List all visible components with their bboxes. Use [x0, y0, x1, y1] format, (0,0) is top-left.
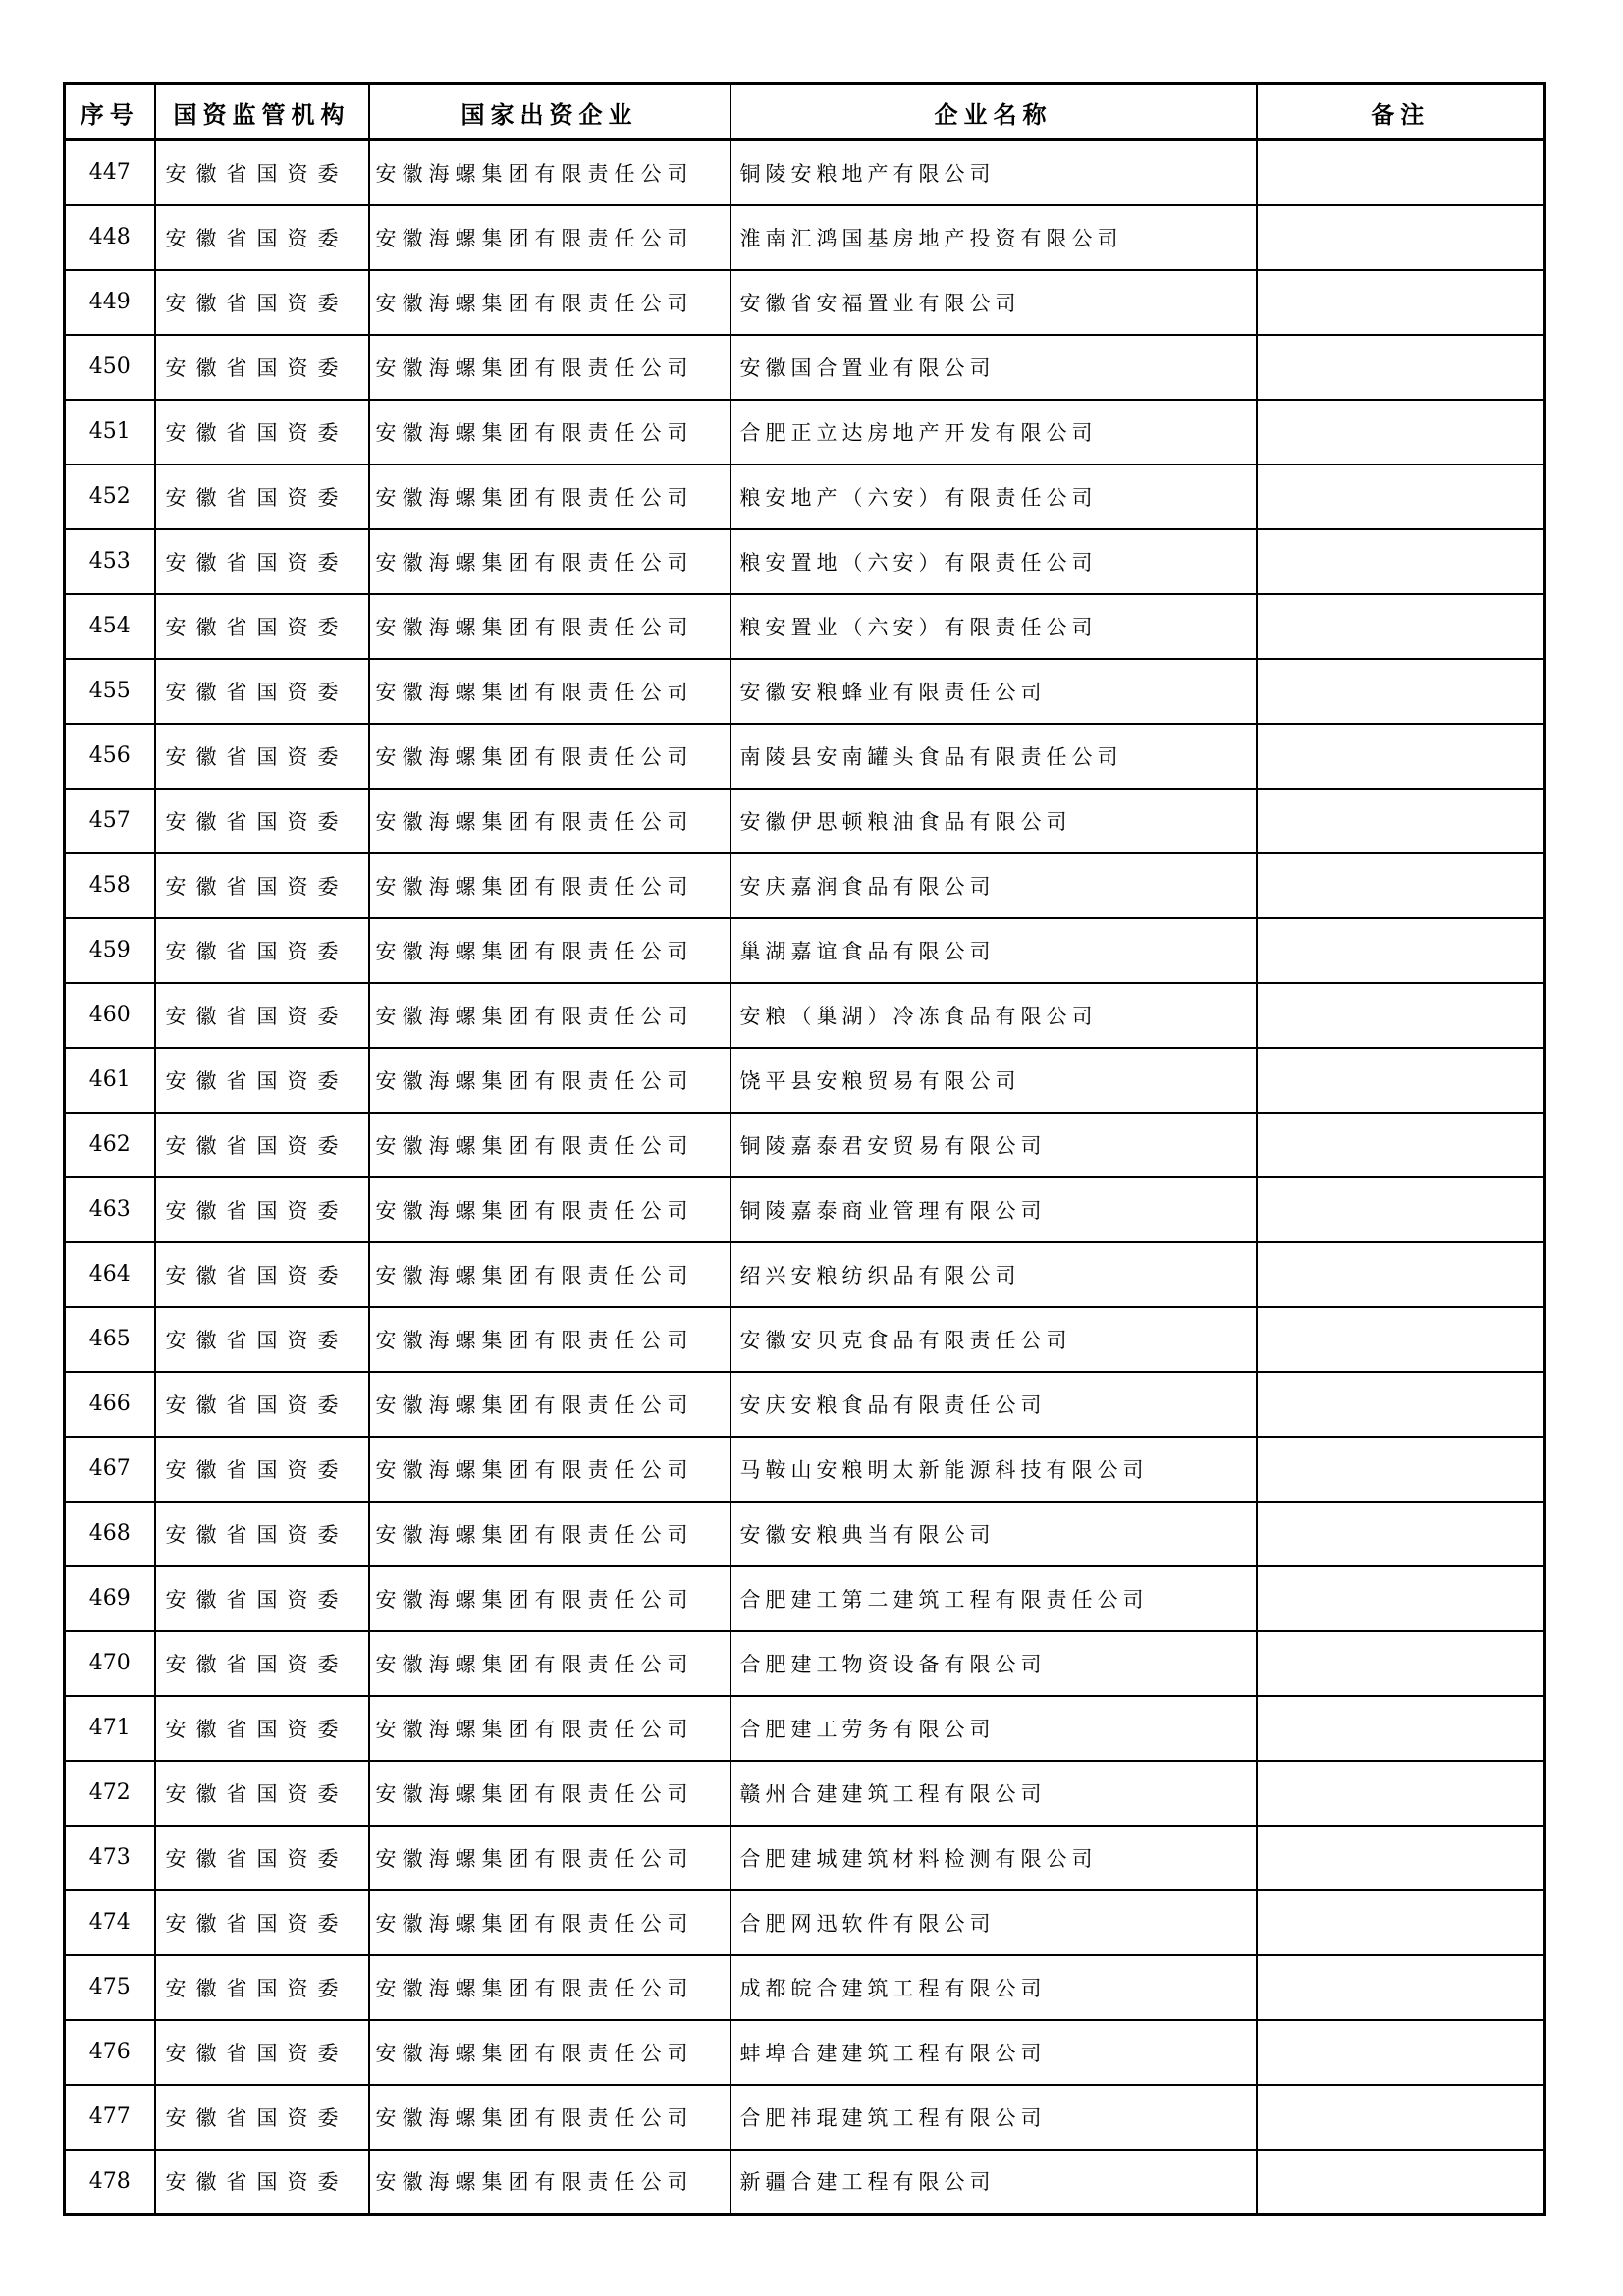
cell-enterprise-name: 马鞍山安粮明太新能源科技有限公司: [730, 1437, 1257, 1502]
cell-serial: 455: [65, 659, 155, 724]
cell-serial: 477: [65, 2085, 155, 2150]
cell-remark: [1257, 140, 1545, 205]
cell-enterprise-name: 合肥正立达房地产开发有限公司: [730, 400, 1257, 465]
cell-remark: [1257, 270, 1545, 335]
cell-enterprise-name: 绍兴安粮纺织品有限公司: [730, 1242, 1257, 1307]
cell-regulator: 安徽省国资委: [155, 1437, 369, 1502]
cell-parent-enterprise: 安徽海螺集团有限责任公司: [369, 1113, 730, 1177]
cell-enterprise-name: 安徽安贝克食品有限责任公司: [730, 1307, 1257, 1372]
table-row: [65, 205, 1545, 270]
table-row: [65, 1372, 1545, 1437]
cell-remark: [1257, 1566, 1545, 1631]
cell-remark: [1257, 1502, 1545, 1566]
cell-serial: 474: [65, 1890, 155, 1955]
cell-remark: [1257, 1437, 1545, 1502]
cell-serial: 472: [65, 1761, 155, 1826]
cell-regulator: 安徽省国资委: [155, 1955, 369, 2020]
table-row: [65, 1307, 1545, 1372]
cell-regulator: 安徽省国资委: [155, 1307, 369, 1372]
table-row: [65, 400, 1545, 465]
table-row: [65, 983, 1545, 1048]
cell-remark: [1257, 594, 1545, 659]
cell-parent-enterprise: 安徽海螺集团有限责任公司: [369, 2085, 730, 2150]
cell-enterprise-name: 安徽安粮蜂业有限责任公司: [730, 659, 1257, 724]
cell-serial: 467: [65, 1437, 155, 1502]
cell-parent-enterprise: 安徽海螺集团有限责任公司: [369, 983, 730, 1048]
cell-remark: [1257, 335, 1545, 400]
cell-remark: [1257, 1955, 1545, 2020]
cell-parent-enterprise: 安徽海螺集团有限责任公司: [369, 335, 730, 400]
cell-regulator: 安徽省国资委: [155, 1696, 369, 1761]
cell-serial: 457: [65, 789, 155, 853]
cell-serial: 458: [65, 853, 155, 918]
cell-remark: [1257, 1631, 1545, 1696]
cell-serial: 460: [65, 983, 155, 1048]
cell-serial: 471: [65, 1696, 155, 1761]
cell-parent-enterprise: 安徽海螺集团有限责任公司: [369, 205, 730, 270]
cell-serial: 451: [65, 400, 155, 465]
cell-regulator: 安徽省国资委: [155, 1113, 369, 1177]
cell-regulator: 安徽省国资委: [155, 1242, 369, 1307]
cell-serial: 465: [65, 1307, 155, 1372]
cell-remark: [1257, 1242, 1545, 1307]
cell-serial: 459: [65, 918, 155, 983]
cell-remark: [1257, 2085, 1545, 2150]
cell-remark: [1257, 1890, 1545, 1955]
cell-serial: 464: [65, 1242, 155, 1307]
cell-regulator: 安徽省国资委: [155, 2150, 369, 2214]
cell-regulator: 安徽省国资委: [155, 1177, 369, 1242]
cell-enterprise-name: 合肥网迅软件有限公司: [730, 1890, 1257, 1955]
cell-remark: [1257, 1113, 1545, 1177]
table-row: [65, 1696, 1545, 1761]
table-header: [65, 84, 1545, 140]
table-row: [65, 1437, 1545, 1502]
cell-enterprise-name: 粮安置业（六安）有限责任公司: [730, 594, 1257, 659]
cell-enterprise-name: 铜陵嘉泰商业管理有限公司: [730, 1177, 1257, 1242]
cell-enterprise-name: 饶平县安粮贸易有限公司: [730, 1048, 1257, 1113]
cell-enterprise-name: 安徽伊思顿粮油食品有限公司: [730, 789, 1257, 853]
cell-remark: [1257, 724, 1545, 789]
table-row: [65, 1502, 1545, 1566]
table-row: [65, 594, 1545, 659]
cell-serial: 450: [65, 335, 155, 400]
table-row: [65, 853, 1545, 918]
cell-parent-enterprise: 安徽海螺集团有限责任公司: [369, 1242, 730, 1307]
cell-regulator: 安徽省国资委: [155, 400, 369, 465]
cell-enterprise-name: 合肥建工劳务有限公司: [730, 1696, 1257, 1761]
cell-parent-enterprise: 安徽海螺集团有限责任公司: [369, 140, 730, 205]
cell-regulator: 安徽省国资委: [155, 1372, 369, 1437]
cell-enterprise-name: 合肥建工物资设备有限公司: [730, 1631, 1257, 1696]
cell-serial: 466: [65, 1372, 155, 1437]
cell-remark: [1257, 400, 1545, 465]
cell-remark: [1257, 205, 1545, 270]
cell-parent-enterprise: 安徽海螺集团有限责任公司: [369, 1372, 730, 1437]
table-row: [65, 2020, 1545, 2085]
table-row: [65, 1631, 1545, 1696]
cell-serial: 452: [65, 465, 155, 529]
cell-regulator: 安徽省国资委: [155, 1761, 369, 1826]
table-row: [65, 1761, 1545, 1826]
cell-serial: 476: [65, 2020, 155, 2085]
cell-serial: 449: [65, 270, 155, 335]
cell-enterprise-name: 合肥建工第二建筑工程有限责任公司: [730, 1566, 1257, 1631]
cell-remark: [1257, 2150, 1545, 2214]
cell-serial: 469: [65, 1566, 155, 1631]
cell-parent-enterprise: 安徽海螺集团有限责任公司: [369, 1761, 730, 1826]
cell-regulator: 安徽省国资委: [155, 205, 369, 270]
cell-regulator: 安徽省国资委: [155, 1048, 369, 1113]
table-row: [65, 1890, 1545, 1955]
cell-parent-enterprise: 安徽海螺集团有限责任公司: [369, 853, 730, 918]
cell-parent-enterprise: 安徽海螺集团有限责任公司: [369, 1890, 730, 1955]
cell-enterprise-name: 合肥建城建筑材料检测有限公司: [730, 1826, 1257, 1890]
cell-remark: [1257, 1307, 1545, 1372]
cell-parent-enterprise: 安徽海螺集团有限责任公司: [369, 529, 730, 594]
cell-serial: 462: [65, 1113, 155, 1177]
cell-serial: 454: [65, 594, 155, 659]
table-row: [65, 270, 1545, 335]
cell-remark: [1257, 983, 1545, 1048]
cell-remark: [1257, 2020, 1545, 2085]
cell-serial: 463: [65, 1177, 155, 1242]
cell-regulator: 安徽省国资委: [155, 853, 369, 918]
cell-serial: 448: [65, 205, 155, 270]
table-row: [65, 659, 1545, 724]
column-header-serial: 序号: [65, 84, 155, 140]
cell-regulator: 安徽省国资委: [155, 529, 369, 594]
cell-parent-enterprise: 安徽海螺集团有限责任公司: [369, 400, 730, 465]
cell-regulator: 安徽省国资委: [155, 594, 369, 659]
column-header-regulator: 国资监管机构: [155, 84, 369, 140]
cell-enterprise-name: 铜陵嘉泰君安贸易有限公司: [730, 1113, 1257, 1177]
cell-parent-enterprise: 安徽海螺集团有限责任公司: [369, 2020, 730, 2085]
cell-serial: 447: [65, 140, 155, 205]
cell-parent-enterprise: 安徽海螺集团有限责任公司: [369, 1631, 730, 1696]
cell-remark: [1257, 465, 1545, 529]
cell-regulator: 安徽省国资委: [155, 465, 369, 529]
cell-enterprise-name: 安庆嘉润食品有限公司: [730, 853, 1257, 918]
cell-parent-enterprise: 安徽海螺集团有限责任公司: [369, 724, 730, 789]
column-header-enterprise: 企业名称: [730, 84, 1257, 140]
cell-enterprise-name: 南陵县安南罐头食品有限责任公司: [730, 724, 1257, 789]
cell-regulator: 安徽省国资委: [155, 789, 369, 853]
cell-enterprise-name: 合肥祎琨建筑工程有限公司: [730, 2085, 1257, 2150]
cell-enterprise-name: 安徽国合置业有限公司: [730, 335, 1257, 400]
cell-enterprise-name: 安庆安粮食品有限责任公司: [730, 1372, 1257, 1437]
cell-enterprise-name: 新疆合建工程有限公司: [730, 2150, 1257, 2214]
table-row: [65, 1566, 1545, 1631]
cell-regulator: 安徽省国资委: [155, 1631, 369, 1696]
column-header-parent: 国家出资企业: [369, 84, 730, 140]
cell-serial: 453: [65, 529, 155, 594]
cell-enterprise-name: 淮南汇鸿国基房地产投资有限公司: [730, 205, 1257, 270]
table-row: [65, 789, 1545, 853]
cell-regulator: 安徽省国资委: [155, 140, 369, 205]
table-row: [65, 1242, 1545, 1307]
cell-remark: [1257, 1696, 1545, 1761]
table-row: [65, 465, 1545, 529]
table-row: [65, 918, 1545, 983]
cell-remark: [1257, 1826, 1545, 1890]
cell-remark: [1257, 1761, 1545, 1826]
cell-remark: [1257, 918, 1545, 983]
cell-remark: [1257, 529, 1545, 594]
cell-serial: 456: [65, 724, 155, 789]
cell-enterprise-name: 成都皖合建筑工程有限公司: [730, 1955, 1257, 2020]
cell-regulator: 安徽省国资委: [155, 2085, 369, 2150]
cell-regulator: 安徽省国资委: [155, 1890, 369, 1955]
table-row: [65, 335, 1545, 400]
cell-remark: [1257, 789, 1545, 853]
cell-parent-enterprise: 安徽海螺集团有限责任公司: [369, 1566, 730, 1631]
cell-enterprise-name: 安粮（巢湖）冷冻食品有限公司: [730, 983, 1257, 1048]
cell-enterprise-name: 粮安地产（六安）有限责任公司: [730, 465, 1257, 529]
column-header-remark: 备注: [1257, 84, 1545, 140]
cell-serial: 470: [65, 1631, 155, 1696]
cell-regulator: 安徽省国资委: [155, 335, 369, 400]
cell-enterprise-name: 铜陵安粮地产有限公司: [730, 140, 1257, 205]
cell-remark: [1257, 1048, 1545, 1113]
cell-parent-enterprise: 安徽海螺集团有限责任公司: [369, 594, 730, 659]
cell-remark: [1257, 659, 1545, 724]
cell-regulator: 安徽省国资委: [155, 1566, 369, 1631]
table-row: [65, 1955, 1545, 2020]
cell-serial: 478: [65, 2150, 155, 2214]
cell-regulator: 安徽省国资委: [155, 270, 369, 335]
table-row: [65, 1826, 1545, 1890]
table-row: [65, 2150, 1545, 2214]
cell-regulator: 安徽省国资委: [155, 983, 369, 1048]
cell-serial: 473: [65, 1826, 155, 1890]
cell-parent-enterprise: 安徽海螺集团有限责任公司: [369, 1437, 730, 1502]
table-row: [65, 724, 1545, 789]
cell-enterprise-name: 巢湖嘉谊食品有限公司: [730, 918, 1257, 983]
cell-remark: [1257, 1177, 1545, 1242]
header-row: [65, 84, 1545, 140]
cell-parent-enterprise: 安徽海螺集团有限责任公司: [369, 918, 730, 983]
cell-parent-enterprise: 安徽海螺集团有限责任公司: [369, 270, 730, 335]
cell-remark: [1257, 853, 1545, 918]
cell-regulator: 安徽省国资委: [155, 918, 369, 983]
cell-parent-enterprise: 安徽海螺集团有限责任公司: [369, 1177, 730, 1242]
table-row: [65, 2085, 1545, 2150]
table-row: [65, 529, 1545, 594]
cell-enterprise-name: 粮安置地（六安）有限责任公司: [730, 529, 1257, 594]
cell-parent-enterprise: 安徽海螺集团有限责任公司: [369, 465, 730, 529]
cell-regulator: 安徽省国资委: [155, 2020, 369, 2085]
cell-enterprise-name: 赣州合建建筑工程有限公司: [730, 1761, 1257, 1826]
cell-parent-enterprise: 安徽海螺集团有限责任公司: [369, 659, 730, 724]
cell-serial: 475: [65, 1955, 155, 2020]
cell-serial: 461: [65, 1048, 155, 1113]
table-row: [65, 1113, 1545, 1177]
table-body: [65, 140, 1545, 2214]
cell-parent-enterprise: 安徽海螺集团有限责任公司: [369, 1696, 730, 1761]
cell-parent-enterprise: 安徽海螺集团有限责任公司: [369, 1048, 730, 1113]
cell-parent-enterprise: 安徽海螺集团有限责任公司: [369, 1955, 730, 2020]
cell-parent-enterprise: 安徽海螺集团有限责任公司: [369, 1307, 730, 1372]
cell-enterprise-name: 蚌埠合建建筑工程有限公司: [730, 2020, 1257, 2085]
cell-enterprise-name: 安徽安粮典当有限公司: [730, 1502, 1257, 1566]
cell-parent-enterprise: 安徽海螺集团有限责任公司: [369, 789, 730, 853]
cell-regulator: 安徽省国资委: [155, 1826, 369, 1890]
table-row: [65, 140, 1545, 205]
cell-serial: 468: [65, 1502, 155, 1566]
cell-regulator: 安徽省国资委: [155, 724, 369, 789]
table-row: [65, 1177, 1545, 1242]
cell-parent-enterprise: 安徽海螺集团有限责任公司: [369, 1502, 730, 1566]
cell-regulator: 安徽省国资委: [155, 659, 369, 724]
cell-remark: [1257, 1372, 1545, 1437]
table-row: [65, 1048, 1545, 1113]
cell-parent-enterprise: 安徽海螺集团有限责任公司: [369, 2150, 730, 2214]
enterprise-table: [63, 82, 1546, 2216]
cell-enterprise-name: 安徽省安福置业有限公司: [730, 270, 1257, 335]
cell-parent-enterprise: 安徽海螺集团有限责任公司: [369, 1826, 730, 1890]
cell-regulator: 安徽省国资委: [155, 1502, 369, 1566]
